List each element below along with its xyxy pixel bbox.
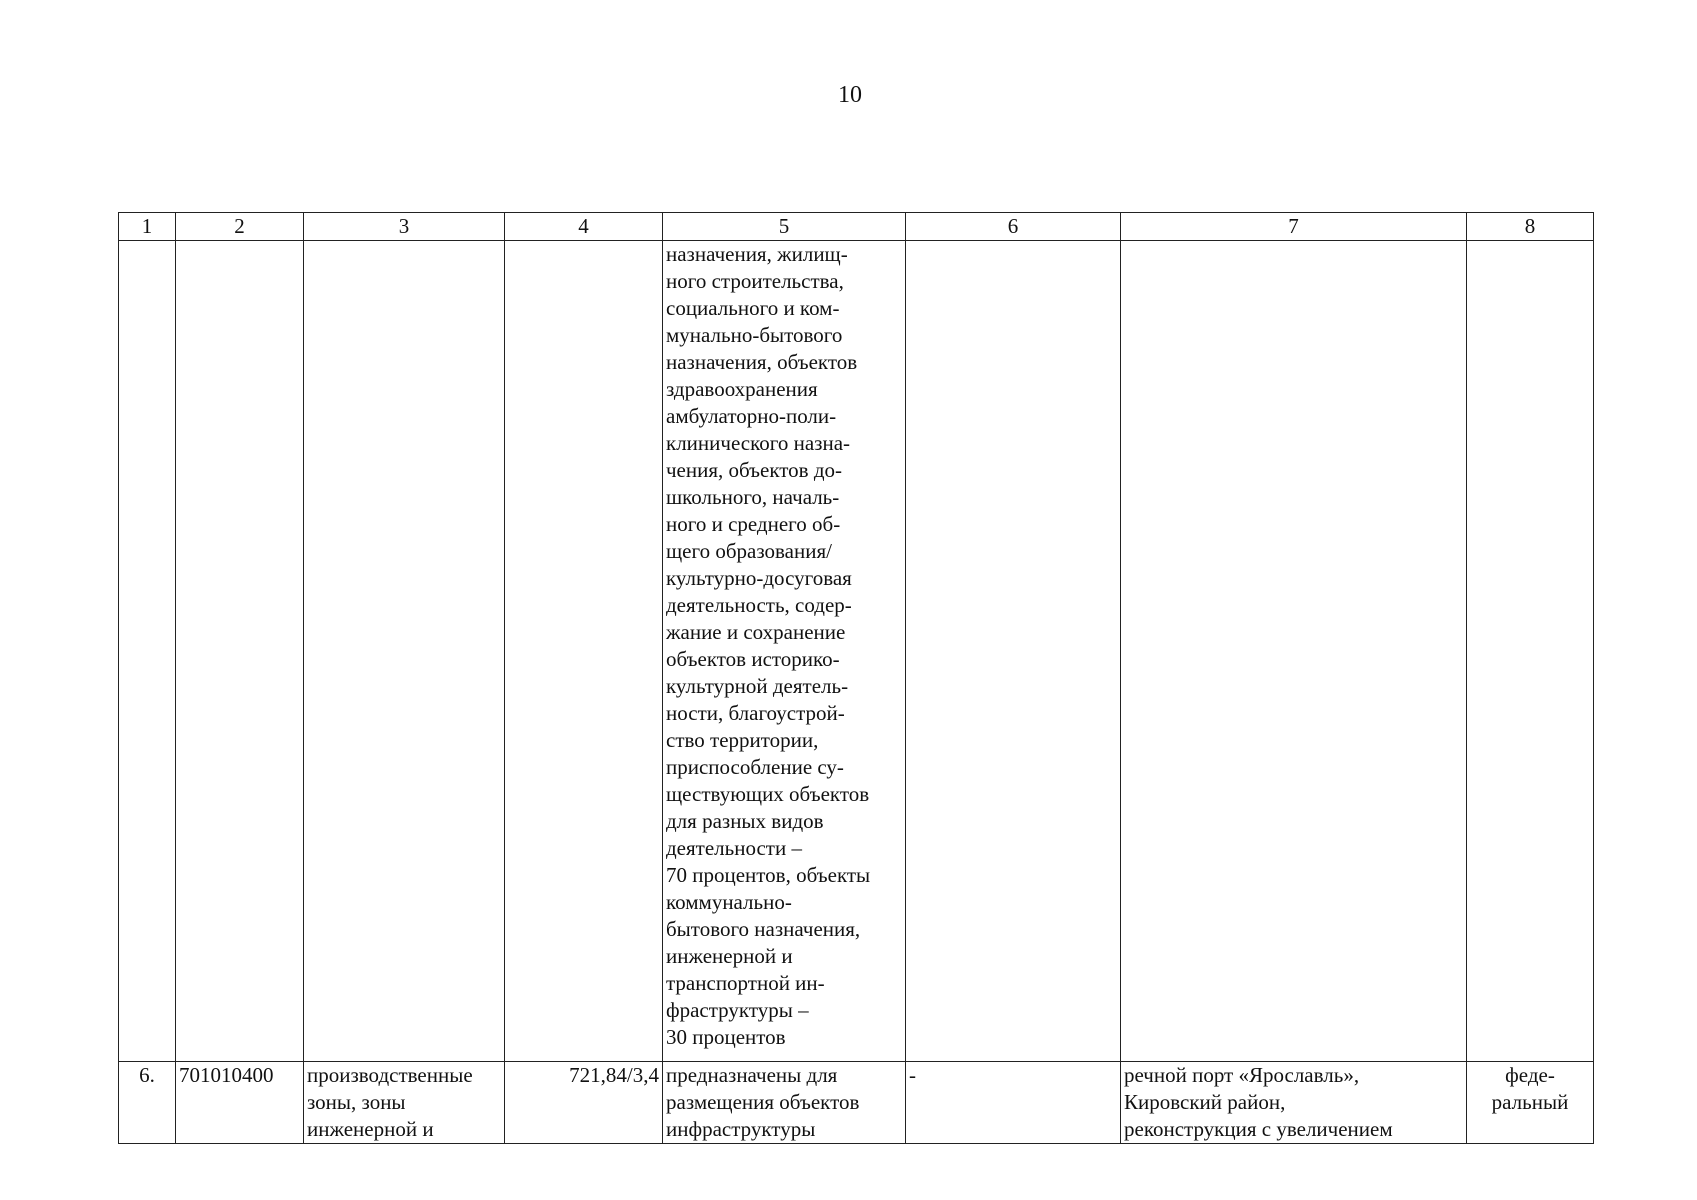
header-cell: 5	[663, 213, 906, 241]
table-row-continuation	[119, 241, 1594, 1062]
zone-name-cell: производственные зоны, зоны инженерной и	[304, 1062, 505, 1144]
table-cell	[176, 241, 304, 1062]
header-cell: 4	[505, 213, 663, 241]
purpose-cell: предназначены для размещения объектов инфраструктуры	[663, 1062, 906, 1144]
table-cell	[119, 241, 176, 1062]
table-cell	[1121, 241, 1467, 1062]
page-number: 10	[838, 82, 862, 108]
header-cell: 6	[906, 213, 1121, 241]
row-number-cell: 6.	[119, 1062, 176, 1144]
col6-cell: -	[906, 1062, 1121, 1144]
table-row-6	[119, 1062, 1594, 1144]
object-cell: речной порт «Ярославль», Кировский район, реконструкция с увеличением	[1121, 1062, 1467, 1144]
table-cell	[505, 241, 663, 1062]
table-cell	[304, 241, 505, 1062]
level-cell: феде- ральный	[1467, 1062, 1594, 1144]
header-cell: 8	[1467, 213, 1594, 241]
code-cell: 701010400	[176, 1062, 304, 1144]
zones-table	[118, 212, 1594, 1144]
header-cell: 3	[304, 213, 505, 241]
table-cell	[906, 241, 1121, 1062]
purpose-continuation-cell: назначения, жилищ- ного строительства, социального и ком- мунально-бытового назначения, объектов здравоохранения амбулаторно-поли- клинического назна- чения, объектов до- школьного, началь- ного и среднего об- щего образования/ культурно-досуговая деятельность, содер- жание и сохранение объектов историко- культурной деятель- ности, благоустрой- ство территории, приспособление су- ществующих объектов для разных видов деятельности – 70 процентов, объекты коммунально- бытового назначения, инженерной и транспортной ин- фраструктуры – 30 процентов	[663, 241, 906, 1062]
header-cell: 1	[119, 213, 176, 241]
table-cell	[1467, 241, 1594, 1062]
area-cell: 721,84/3,4	[505, 1062, 663, 1144]
table-header-row	[119, 213, 1594, 241]
header-cell: 7	[1121, 213, 1467, 241]
header-cell: 2	[176, 213, 304, 241]
